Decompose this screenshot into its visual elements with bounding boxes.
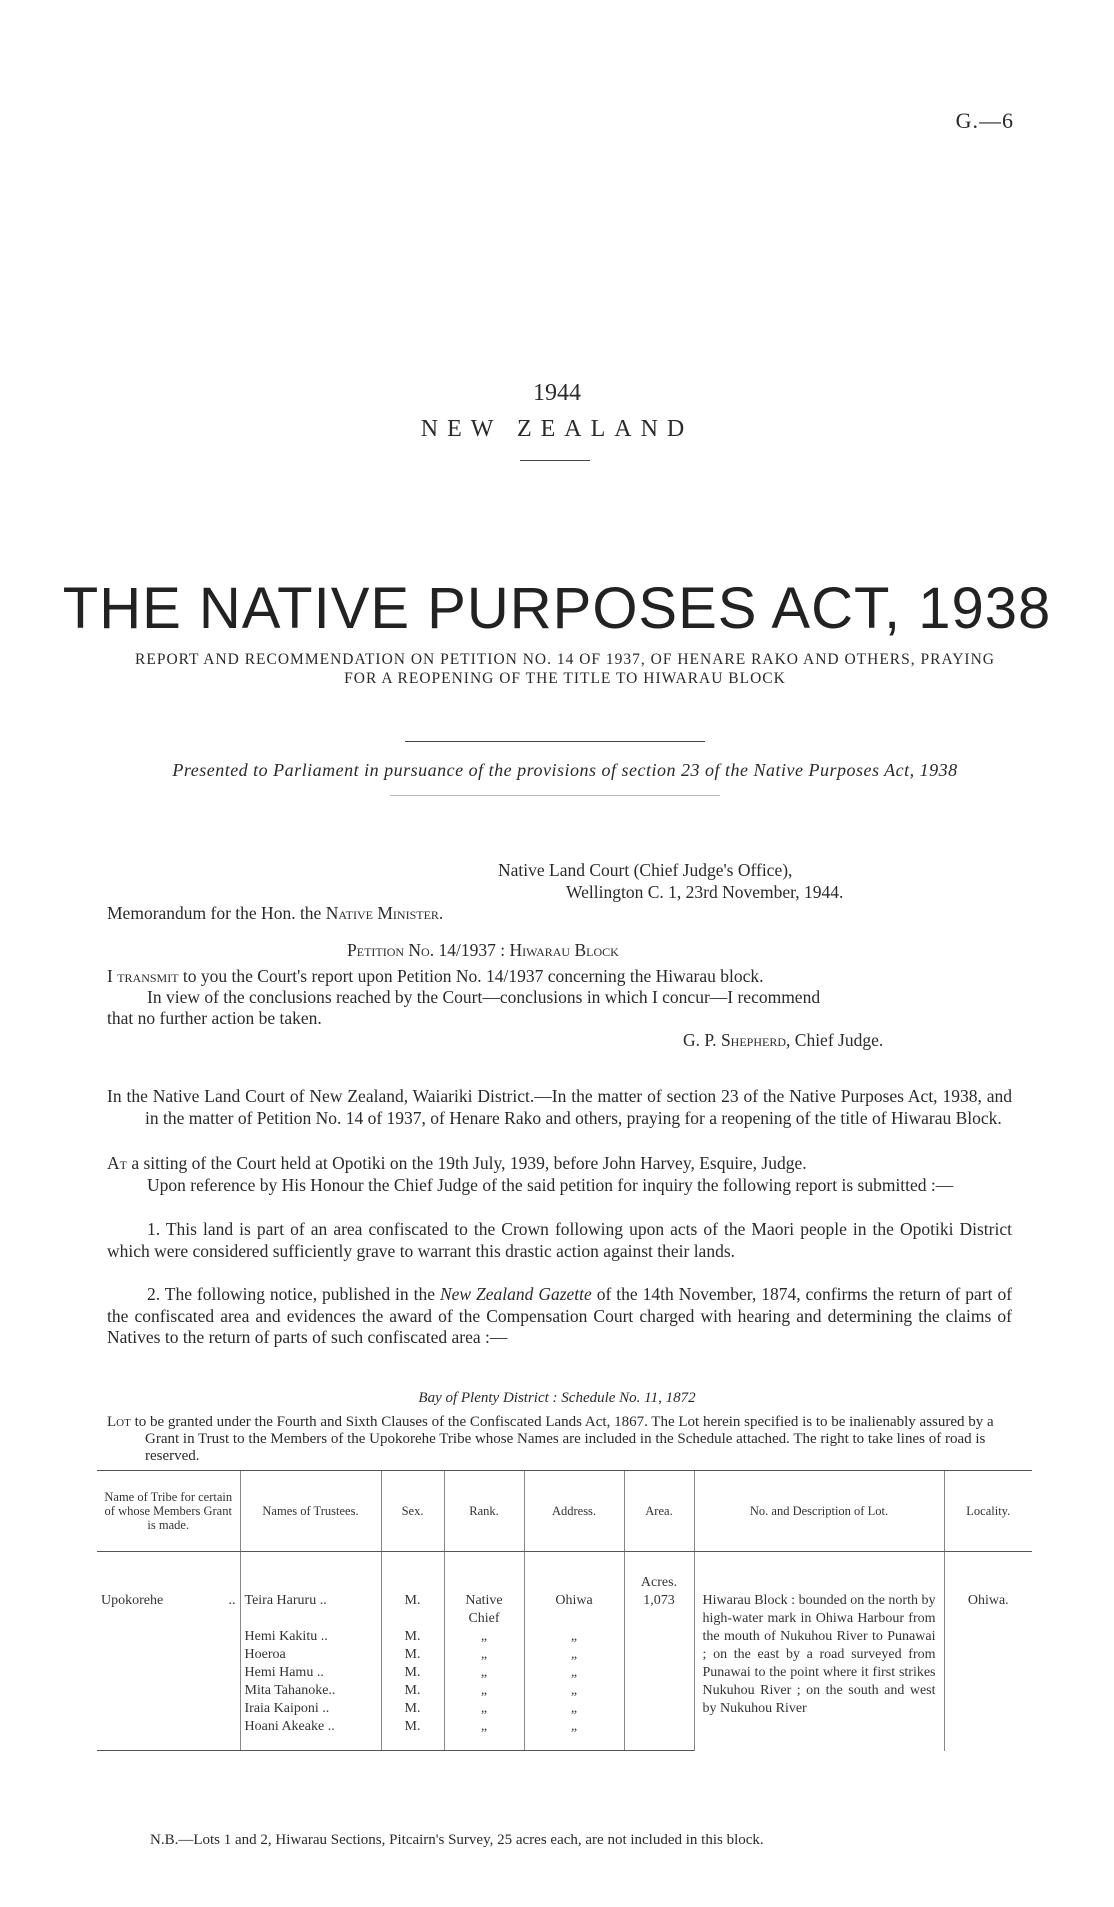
header-address: Address. <box>524 1471 624 1552</box>
memo-recipient <box>107 903 443 924</box>
trustee-rank: „ <box>444 1628 524 1646</box>
report-reference: Upon reference by His Honour the Chief Judge of the said petition for inquiry the following report is submitted :— <box>147 1175 954 1195</box>
table-row <box>97 1592 1032 1628</box>
memo-line3: that no further action be taken. <box>107 1008 322 1028</box>
trustee-address: „ <box>524 1664 624 1682</box>
trustee-name: Teira Haruru .. <box>240 1592 381 1628</box>
memo-line2: In view of the conclusions reached by the Court—conclusions in which I concur—I recommend <box>147 987 821 1007</box>
country-heading: NEW ZEALAND <box>420 416 694 442</box>
signature-name: Shepherd, <box>720 1030 791 1050</box>
lot-area: 1,073 <box>624 1592 694 1628</box>
sitting-lead: At <box>107 1153 127 1173</box>
memo-address-line2: Wellington C. 1, 23rd November, 1944. <box>566 882 844 902</box>
memo-lead: I transmit <box>107 966 179 986</box>
presented-rule <box>390 795 720 796</box>
memo-line1 <box>107 966 763 987</box>
trustee-name: Hemi Hamu .. <box>240 1664 381 1682</box>
trustee-name: Hemi Kakitu .. <box>240 1628 381 1646</box>
trustee-sex: M. <box>381 1628 444 1646</box>
header-rank: Rank. <box>444 1471 524 1552</box>
lot-text: to be granted under the Fourth and Sixth Clauses of the Confiscated Lands Act, 1867. The Lot herein specified is to be inalienably assured by a Grant in Trust to the Members of the Upokorehe Tribe whose Names are included in the Schedule attached. The right to take lines of road is reserved. <box>134 1414 994 1464</box>
trustee-name: Iraia Kaiponi .. <box>240 1700 381 1718</box>
lot-paragraph <box>107 1414 1012 1465</box>
act-title: THE NATIVE PURPOSES ACT, 1938 <box>62 576 1052 641</box>
tribe-cell <box>97 1646 240 1664</box>
tribe-cell <box>97 1552 240 1593</box>
rank-cell <box>444 1552 524 1593</box>
signature-title: Chief Judge. <box>794 1030 884 1050</box>
trustee-sex: M. <box>381 1592 444 1628</box>
header-sex: Sex. <box>381 1471 444 1552</box>
header-area: Area. <box>624 1471 694 1552</box>
para2-start: 2. The following notice, published in the <box>147 1284 435 1304</box>
header-trustees: Names of Trustees. <box>240 1471 381 1552</box>
schedule-heading: Bay of Plenty District : Schedule No. 11, 1872 <box>418 1390 696 1406</box>
trustee-name: Mita Tahanoke.. <box>240 1682 381 1700</box>
memo-heading-petition: Petition No. 14/1937 : <box>347 940 506 960</box>
address-cell <box>524 1552 624 1593</box>
trustee-address: „ <box>524 1628 624 1646</box>
memo-signature <box>683 1030 883 1051</box>
locality-cell <box>944 1552 1032 1593</box>
memo-heading-block: Hiwarau Block <box>509 940 619 960</box>
tribe-cell <box>97 1700 240 1718</box>
header-tribe: Name of Tribe for certain of whose Members Grant is made. <box>97 1471 240 1552</box>
report-para-1: 1. This land is part of an area confiscated to the Crown following upon acts of the Maori people in the Opotiki District which were considered sufficiently grave to warrant this drastic action against their lands. <box>107 1219 1012 1261</box>
sitting-text: a sitting of the Court held at Opotiki on the 19th July, 1939, before John Harvey, Esquire, Judge. <box>131 1153 807 1173</box>
trustee-sex: M. <box>381 1718 444 1751</box>
trustee-address: „ <box>524 1646 624 1664</box>
report-subtitle: REPORT AND RECOMMENDATION ON PETITION NO. 14 OF 1937, OF HENARE RAKO AND OTHERS, PRAYING FOR A REOPENING OF THE TITLE TO HIWARAU BLOCK <box>135 651 995 687</box>
trustee-rank: „ <box>444 1718 524 1751</box>
trustee-address: Ohiwa <box>524 1592 624 1628</box>
lot-cell <box>694 1552 944 1593</box>
subtitle-rule <box>405 741 705 742</box>
area-cell <box>624 1682 694 1700</box>
trustee-name: Hoani Akeake .. <box>240 1718 381 1751</box>
trustee-sex: M. <box>381 1646 444 1664</box>
report-sitting <box>107 1153 1012 1175</box>
footnote: N.B.—Lots 1 and 2, Hiwarau Sections, Pitcairn's Survey, 25 acres each, are not included in this block. <box>150 1832 764 1848</box>
tribe-cell <box>97 1664 240 1682</box>
trustee-rank: „ <box>444 1700 524 1718</box>
tribe-cell <box>97 1628 240 1646</box>
area-cell <box>624 1646 694 1664</box>
report-para-2 <box>107 1284 1012 1349</box>
trustee-address: „ <box>524 1718 624 1751</box>
trustee-cell <box>240 1552 381 1593</box>
area-cell <box>624 1700 694 1718</box>
lot-locality: Ohiwa. <box>944 1592 1032 1751</box>
tribe-cell <box>97 1682 240 1700</box>
trustee-rank: „ <box>444 1664 524 1682</box>
page-reference: G.—6 <box>955 108 1014 133</box>
lot-description: Hiwarau Block : bounded on the north by high-water mark in Ohiwa Harbour from the mouth of Nukuhou River to Punawai ; on the east by a road surveyed from Punawai to the point where it first strikes Nukuhou River ; on the south and west by Nukuhou River <box>694 1592 944 1751</box>
memo-heading <box>347 940 619 961</box>
trustee-rank: „ <box>444 1682 524 1700</box>
tribe-name: Upokorehe <box>101 1593 164 1608</box>
memo-recipient-prefix: Memorandum for the Hon. the <box>107 903 322 923</box>
memo-line1-text: to you the Court's report upon Petition No. 14/1937 concerning the Hiwarau block. <box>182 966 764 986</box>
signature-initials: G. P. <box>683 1030 717 1050</box>
header-rule <box>520 460 590 461</box>
table-header-row <box>97 1471 1032 1552</box>
header-locality: Locality. <box>944 1471 1032 1552</box>
tribe-cell <box>97 1718 240 1751</box>
document-year: 1944 <box>533 380 581 406</box>
table-row <box>97 1552 1032 1593</box>
header-lot: No. and Description of Lot. <box>694 1471 944 1552</box>
trustee-sex: M. <box>381 1664 444 1682</box>
area-unit-cell: Acres. <box>624 1552 694 1593</box>
trustee-schedule-table <box>97 1470 1032 1751</box>
memo-address-line1: Native Land Court (Chief Judge's Office), <box>498 860 793 880</box>
area-cell <box>624 1718 694 1751</box>
area-cell <box>624 1664 694 1682</box>
trustee-rank: „ <box>444 1646 524 1664</box>
trustee-rank: Native Chief <box>444 1592 524 1628</box>
memo-recipient-minister: Native Minister. <box>325 903 444 923</box>
report-intro: In the Native Land Court of New Zealand, Waiariki District.—In the matter of section 23 of the Native Purposes Act, 1938, and in the matter of Petition No. 14 of 1937, of Henare Rako and others, praying for a reopening of the title of Hiwarau Block. <box>107 1086 1012 1128</box>
tribe-leader-dots: .. <box>228 1593 236 1608</box>
lot-lead: Lot <box>107 1414 131 1430</box>
trustee-name: Hoeroa <box>240 1646 381 1664</box>
trustee-sex: M. <box>381 1700 444 1718</box>
area-cell <box>624 1628 694 1646</box>
para2-end: of the 14th November, 1874, confirms the return of part of the confiscated area and evidences the award of the Compensation Court charged with hearing and determining the claims of Natives to the return of parts of such confiscated area :— <box>107 1284 1013 1347</box>
tribe-cell <box>97 1592 240 1628</box>
para2-gazette: New Zealand Gazette <box>439 1284 592 1304</box>
sex-cell <box>381 1552 444 1593</box>
trustee-address: „ <box>524 1700 624 1718</box>
trustee-address: „ <box>524 1682 624 1700</box>
trustee-sex: M. <box>381 1682 444 1700</box>
presented-line: Presented to Parliament in pursuance of the provisions of section 23 of the Native Purposes Act, 1938 <box>172 760 958 780</box>
